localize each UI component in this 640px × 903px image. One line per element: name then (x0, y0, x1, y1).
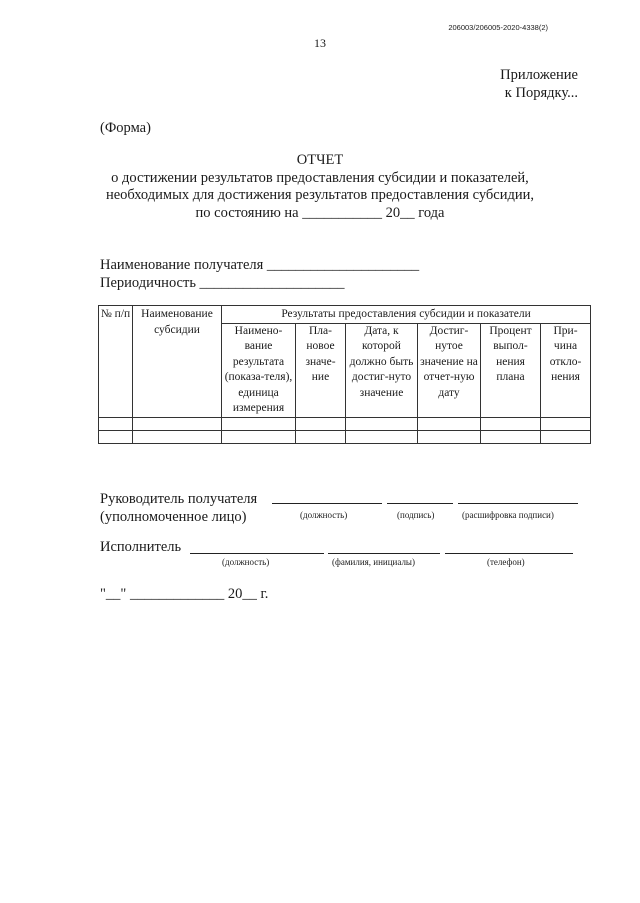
executor-caption-position: (должность) (222, 557, 270, 567)
head-caption-name: (расшифровка подписи) (462, 510, 554, 520)
head-position-line (272, 503, 382, 504)
head-caption-position: (должность) (300, 510, 348, 520)
periodicity-label: Периодичность ____________________ (100, 275, 345, 291)
head-signature-line (387, 503, 453, 504)
report-title (0, 152, 640, 222)
table-row (99, 430, 591, 443)
page-number: 13 (314, 36, 326, 50)
executor-phone-line (445, 553, 573, 554)
recipient-name-label: Наименование получателя _____________________ (100, 257, 420, 273)
executor-position-line (190, 553, 324, 554)
col-header-completion-percent: Процент выпол-нения плана (481, 323, 541, 417)
recipient-block (100, 256, 419, 292)
col-header-number: № п/п (99, 306, 133, 418)
head-sub-label: (уполномоченное лицо) (100, 509, 247, 525)
appendix-line-2: к Порядку... (504, 85, 578, 101)
executor-label: Исполнитель (100, 539, 182, 555)
col-header-target-date: Дата, к которой должно быть достиг-нуто значение (346, 323, 418, 417)
title-line-3: по состоянию на ___________ 20__ года (195, 204, 445, 221)
head-label: Руководитель получателя (100, 491, 258, 507)
head-signature-label (100, 490, 257, 526)
col-header-achieved-value: Достиг-нутое значение на отчет-ную дату (418, 323, 481, 417)
col-header-result-name: Наимено-вание результата (показа-теля), единица измерения (222, 323, 296, 417)
title-line-2: необходимых для достижения результатов предоставления субсидии, (105, 187, 535, 203)
form-label: (Форма) (100, 120, 151, 136)
head-name-line (458, 503, 578, 504)
table-row (99, 417, 591, 430)
appendix-note (500, 66, 578, 102)
col-header-results-group: Результаты предоставления субсидии и показатели (222, 306, 591, 324)
appendix-line-1: Приложение (500, 67, 578, 83)
col-header-planned-value: Пла-новое значе-ние (296, 323, 346, 417)
col-header-deviation-reason: При-чина откло-нения (541, 323, 591, 417)
document-id: 206003/206005-2020-4338(2) (448, 23, 548, 32)
table-header-row (99, 306, 591, 324)
title-line-1: о достижении результатов предоставления субсидии и показателей, (111, 169, 529, 186)
head-caption-signature: (подпись) (397, 510, 435, 520)
executor-caption-name: (фамилия, инициалы) (332, 557, 415, 567)
executor-caption-phone: (телефон) (487, 557, 525, 567)
executor-name-line (328, 553, 440, 554)
title-heading: ОТЧЕТ (296, 152, 344, 168)
report-table (98, 305, 591, 444)
date-line: "__" _____________ 20__ г. (100, 586, 269, 602)
col-header-subsidy: Наименование субсидии (133, 306, 222, 418)
